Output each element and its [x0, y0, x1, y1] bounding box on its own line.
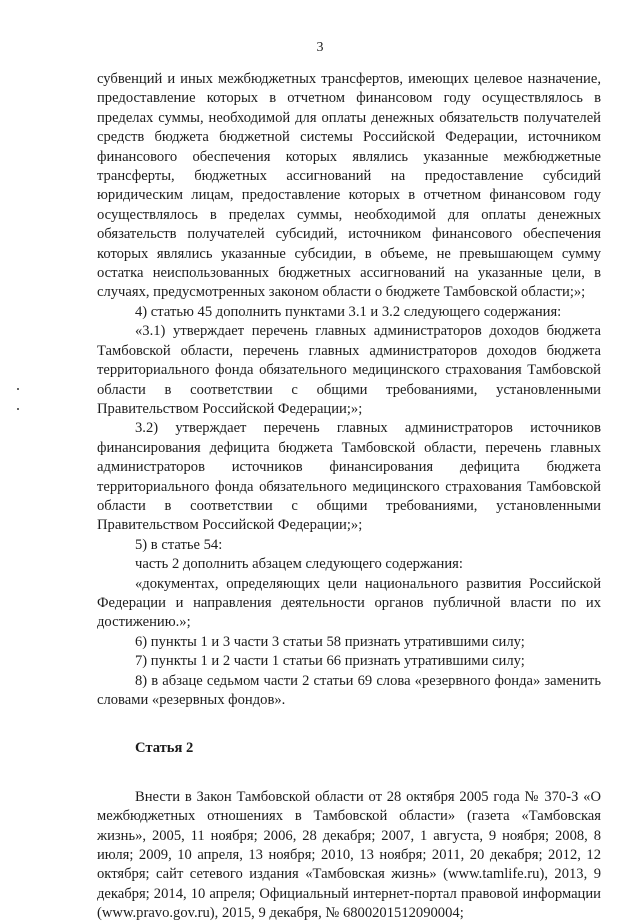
article-heading: Статья 2	[135, 740, 194, 757]
body-paragraph: часть 2 дополнить абзацем следующего содержания:	[135, 556, 463, 573]
page-number: 3	[316, 40, 324, 55]
body-paragraph: субвенций и иных межбюджетных трансфертов, имеющих целевое назначение, предоставление которых в отчетном финансовом году осуществлялось в пределах суммы, необходимой для оплаты денежных обязательств получателей средств бюджета бюджетной системы Российской Федерации, источником финансового обеспечения которых являлись указанные межбюджетные трансферты, бюджетных ассигнований на предоставление субсидий юридическим лицам, предоставление которых в отчетном финансовом году осуществлялось в пределах суммы, необходимой для оплаты денежных обязательств получателей субсидий, источником финансового обеспечения которых являлись указанные субсидии, в объеме, не превышающем сумму остатка неиспользованных бюджетных ассигнований на указанные цели, в случаях, предусмотренных законом области о бюджете Тамбовской области;»;	[97, 71, 601, 301]
body-paragraph: 6) пункты 1 и 3 части 3 статьи 58 признать утратившими силу;	[135, 633, 525, 650]
amendment-list	[97, 70, 601, 710]
body-paragraph: 3.2) утверждает перечень главных администраторов источников финансирования дефицита бюджета Тамбовской области, перечень главных администраторов источников финансирования дефицита бюджета территориального фонда обязательного медицинского страхования Тамбовской области в соответствии с общими требованиями, установленными Правительством Российской Федерации;»;	[97, 420, 601, 534]
scan-artifact	[17, 408, 19, 410]
body-paragraph: 8) в абзаце седьмом части 2 статьи 69 слова «резервного фонда» заменить словами «резервных фондов».	[97, 672, 601, 708]
body-paragraph: Внести в Закон Тамбовской области от 28 октября 2005 года № 370-З «О межбюджетных отношениях в Тамбовской области» (газета «Тамбовская жизнь», 2005, 11 ноября; 2006, 28 декабря; 2007, 1 августа, 9 ноября; 2008, 8 июля; 2009, 10 апреля, 13 ноября; 2010, 13 ноября; 2011, 20 декабря; 2012, 12 октября; сайт сетевого издания «Тамбовская жизнь» (www.tamlife.ru), 2013, 9 декабря; 2014, 10 апреля; Официальный интернет-портал правовой информации (www.pravo.gov.ru), 2015, 9 декабря, № 6800201512090004;	[97, 788, 601, 922]
body-paragraph: 4) статью 45 дополнить пунктами 3.1 и 3.2 следующего содержания:	[135, 303, 562, 320]
body-paragraph: 5) в статье 54:	[135, 536, 223, 553]
article-2-text	[97, 788, 601, 924]
document-body	[97, 70, 601, 924]
body-paragraph: «документах, определяющих цели национального развития Российской Федерации и направления деятельности органов публичной власти по их достижению.»;	[97, 575, 601, 631]
body-paragraph: 7) пункты 1 и 2 части 1 статьи 66 признать утратившими силу;	[135, 653, 525, 670]
body-paragraph: «3.1) утверждает перечень главных администраторов доходов бюджета Тамбовской области, перечень главных администраторов доходов бюджета территориального фонда обязательного медицинского страхования Тамбовской области в соответствии с общими требованиями, установленными Правительством Российской Федерации;»;	[97, 323, 601, 417]
scan-artifact	[17, 388, 19, 390]
